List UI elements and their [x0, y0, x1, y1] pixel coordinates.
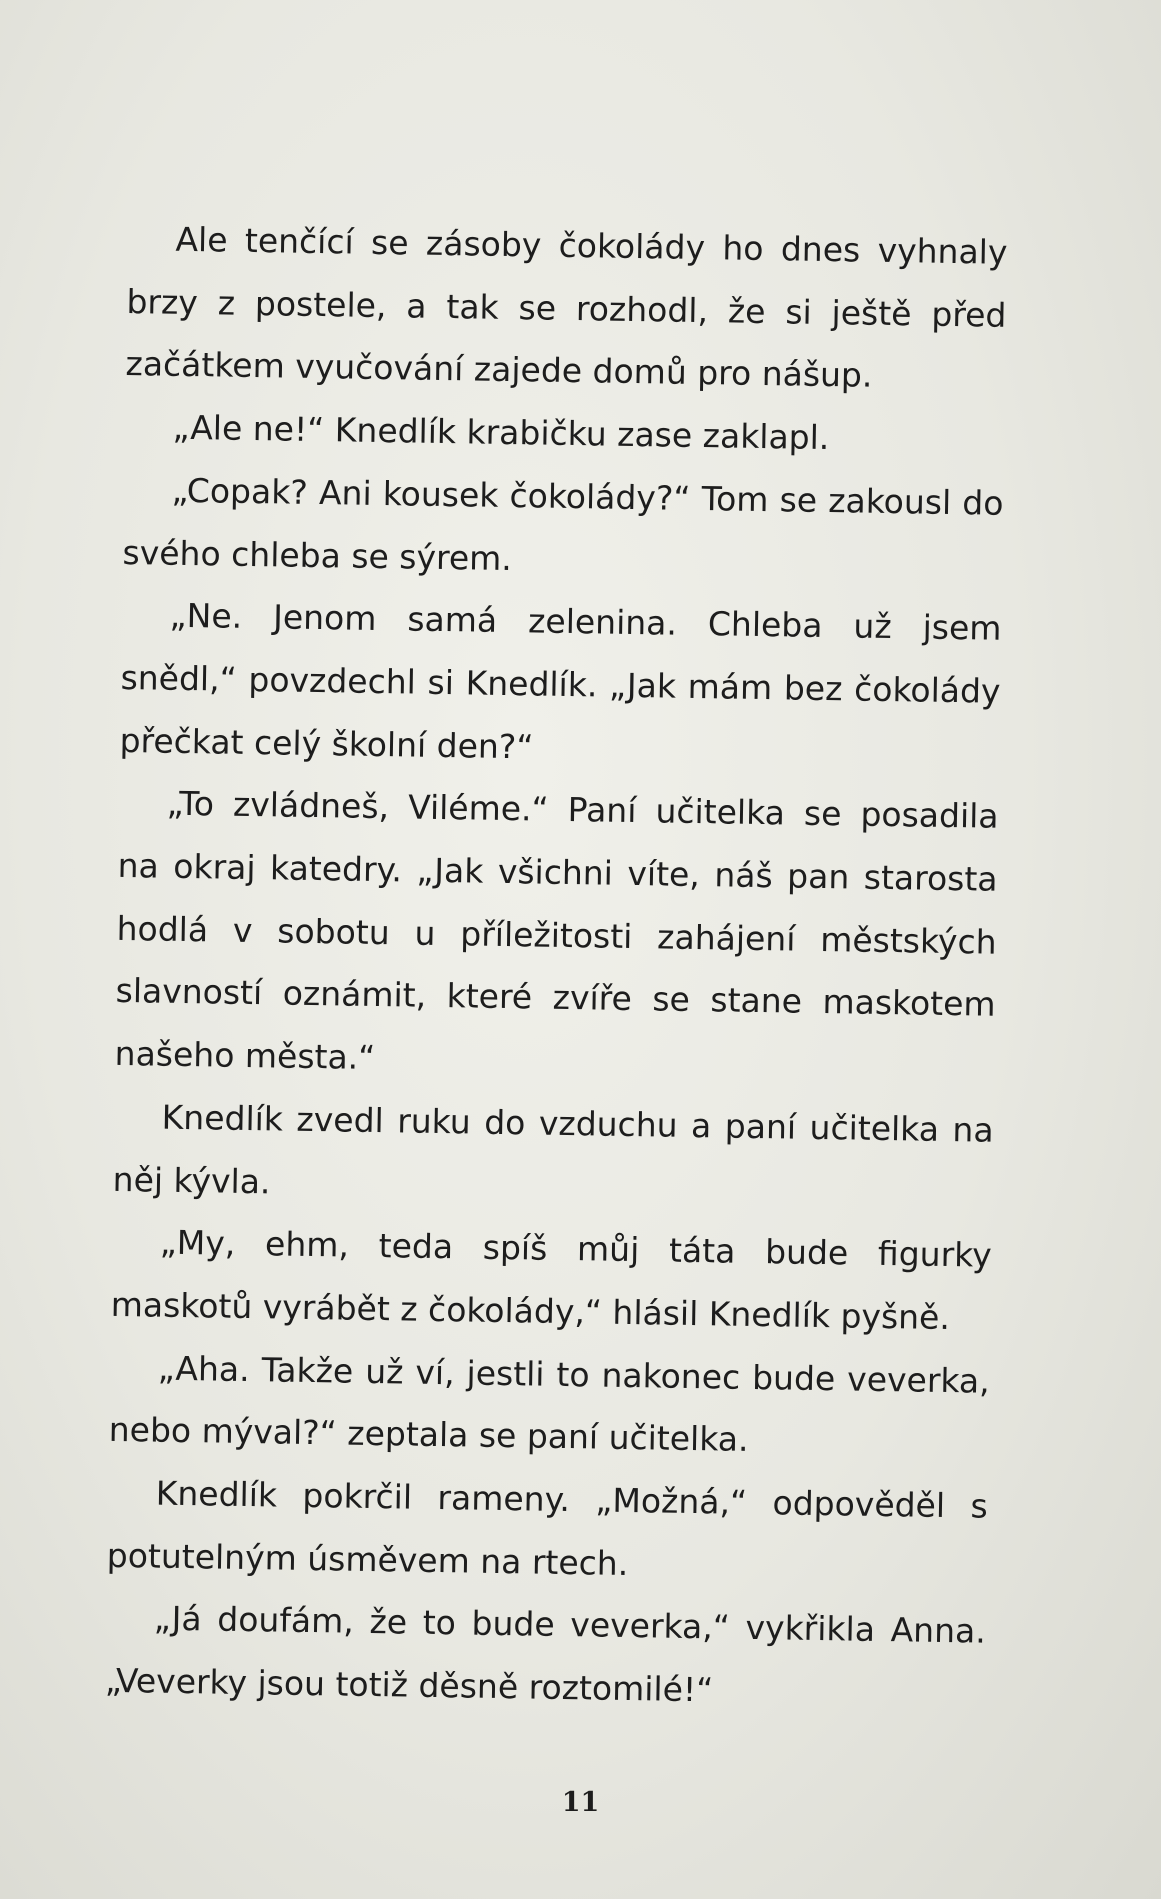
paragraph: „Ale ne!“ Knedlík krabičku zase zaklapl.	[172, 407, 830, 458]
paragraph: „Ne. Jenom samá zelenina. Chleba už jsem snědl,“ povzdechl si Knedlík. „Jak mám bez čokolády přečkat celý školní den?“	[119, 595, 1002, 767]
page-number: 11	[561, 1787, 600, 1818]
paragraph: „To zvládneš, Viléme.“ Paní učitelka se posadila na okraj katedry. „Jak všichni víte, náš pan starosta hodlá v sobotu u příležitosti zahájení městských slavností oznámit, které zvíře se stane maskotem našeho města.“	[114, 784, 999, 1078]
paragraph: „Copak? Ani kousek čokolády?“ Tom se zakousl do svého chleba se sýrem.	[122, 470, 1004, 578]
paragraph: Ale tenčící se zásoby čokolády ho dnes vyhnaly brzy z postele, a tak se rozhodl, že si ještě před začátkem vyučování zajede domů pro nášup.	[125, 219, 1008, 396]
body-text	[104, 208, 1008, 1727]
paragraph: „Já doufám, že to bude veverka,“ vykřikla Anna. „Veverky jsou totiž děsně roztomilé!“	[104, 1599, 987, 1710]
paragraph: Knedlík zvedl ruku do vzduchu a paní učitelka na něj kývla.	[112, 1097, 994, 1201]
paragraph: „Aha. Takže už ví, jestli to nakonec bude veverka, nebo mýval?“ zeptala se paní učitelka.	[108, 1348, 990, 1460]
paragraph: „My, ehm, teda spíš můj táta bude figurky maskotů vyrábět z čokolády,“ hlásil Knedlík pyšně.	[110, 1222, 992, 1337]
paragraph: Knedlík pokrčil rameny. „Možná,“ odpověděl s potutelným úsměvem na rtech.	[106, 1473, 989, 1583]
